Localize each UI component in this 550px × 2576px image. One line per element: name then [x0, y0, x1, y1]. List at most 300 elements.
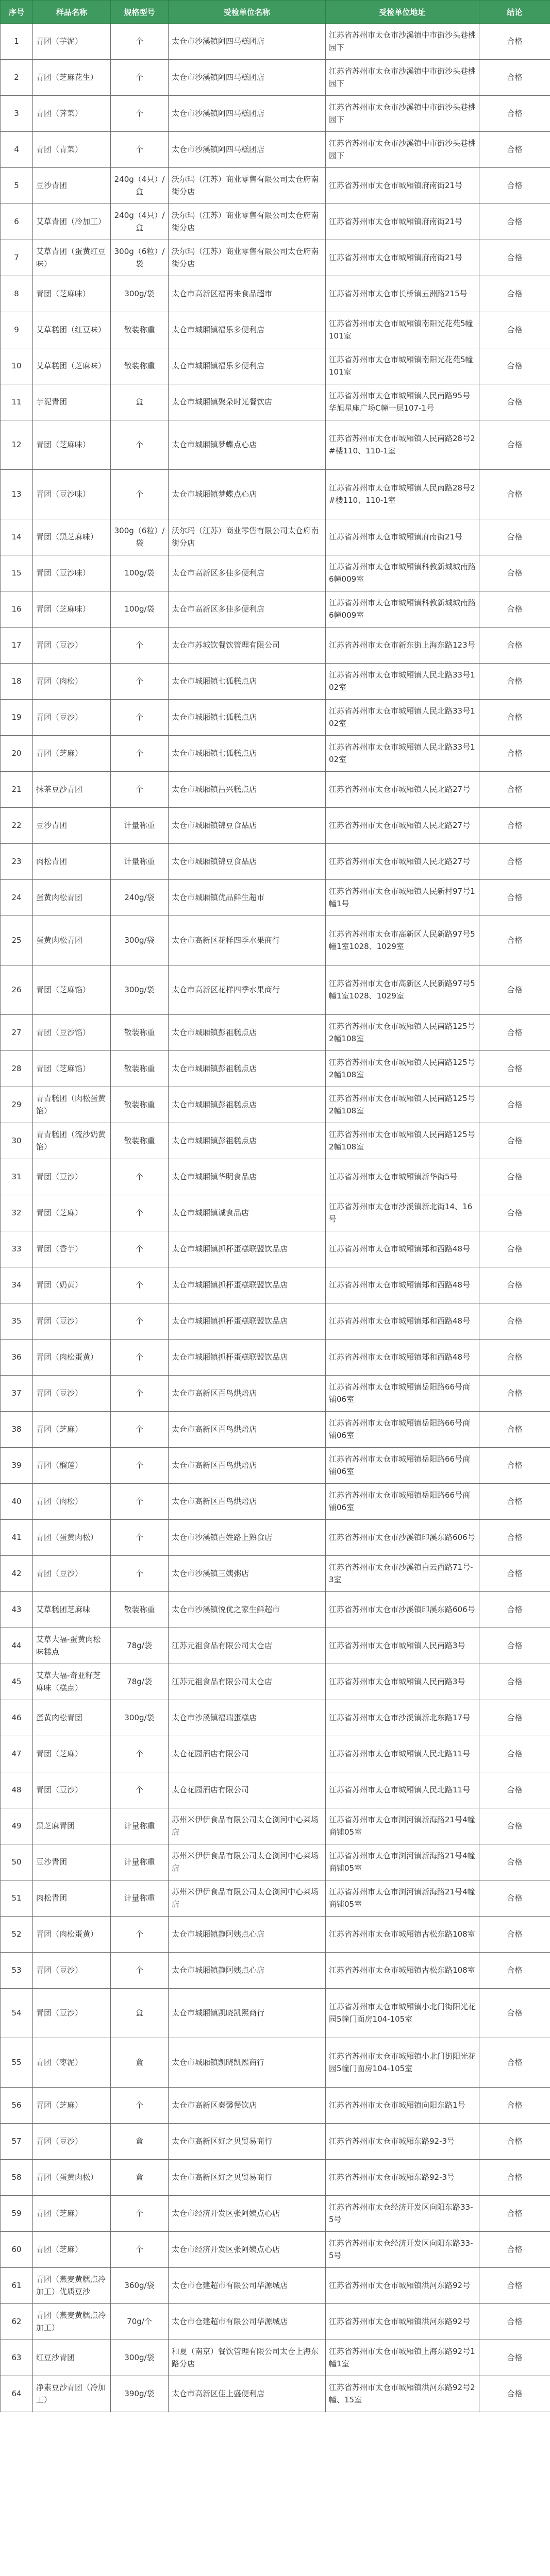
table-row [1, 420, 550, 470]
cell-spec: 300g（6粒）/袋 [111, 519, 169, 555]
cell-inspected-unit: 太仓市城厢镇华明食品店 [169, 1159, 326, 1195]
cell-index: 29 [1, 1087, 33, 1123]
table-row [1, 1664, 550, 1700]
cell-sample-name: 豆沙青团 [33, 1844, 111, 1880]
cell-index: 64 [1, 2376, 33, 2412]
cell-inspected-unit: 太仓市城厢镇优品鲜生超市 [169, 880, 326, 916]
cell-spec: 散装称重 [111, 1015, 169, 1051]
table-row [1, 965, 550, 1015]
cell-inspected-address: 江苏省苏州市太仓市城厢镇人民南路28号2#楼110、110-1室 [326, 470, 479, 519]
cell-inspected-unit: 太仓市高新区佳上盛便利店 [169, 2376, 326, 2412]
cell-spec: 240g（4只）/盒 [111, 168, 169, 204]
cell-index: 21 [1, 772, 33, 808]
header-inspected-address: 受检单位地址 [326, 1, 479, 24]
cell-conclusion: 合格 [479, 1087, 550, 1123]
cell-conclusion: 合格 [479, 880, 550, 916]
cell-index: 19 [1, 700, 33, 736]
cell-sample-name: 青团（豆沙） [33, 1556, 111, 1592]
cell-spec: 盒 [111, 2160, 169, 2196]
table-row [1, 1051, 550, 1087]
cell-spec: 个 [111, 1412, 169, 1448]
cell-index: 33 [1, 1231, 33, 1267]
cell-conclusion: 合格 [479, 168, 550, 204]
cell-inspected-address: 江苏省苏州市太仓市城厢镇岳阳路66号商铺06室 [326, 1484, 479, 1520]
cell-spec: 散装称重 [111, 1051, 169, 1087]
table-row [1, 2088, 550, 2124]
cell-inspected-unit: 和夏（南京）餐饮管理有限公司太仓上海东路分店 [169, 2340, 326, 2376]
table-row [1, 2268, 550, 2304]
table-row [1, 2304, 550, 2340]
table-row [1, 276, 550, 312]
cell-sample-name: 艾草糕团芝麻味 [33, 1592, 111, 1628]
cell-spec: 100g/袋 [111, 555, 169, 591]
table-row [1, 1448, 550, 1484]
cell-sample-name: 青团（芝麻） [33, 2196, 111, 2232]
cell-index: 22 [1, 808, 33, 844]
cell-conclusion: 合格 [479, 1123, 550, 1159]
cell-spec: 计量称重 [111, 1808, 169, 1844]
cell-spec: 个 [111, 1953, 169, 1989]
table-row [1, 96, 550, 132]
table-row [1, 1195, 550, 1231]
cell-conclusion: 合格 [479, 312, 550, 348]
cell-conclusion: 合格 [479, 2232, 550, 2268]
cell-sample-name: 青团（芝麻花生） [33, 60, 111, 96]
table-row [1, 2340, 550, 2376]
table-row [1, 2038, 550, 2088]
cell-conclusion: 合格 [479, 1844, 550, 1880]
cell-sample-name: 青团（豆沙） [33, 1989, 111, 2038]
cell-conclusion: 合格 [479, 1917, 550, 1953]
cell-index: 59 [1, 2196, 33, 2232]
cell-inspected-address: 江苏省苏州市太仓市沙溪镇白云西路71号-3室 [326, 1556, 479, 1592]
cell-sample-name: 青团（肉松蛋黄） [33, 1340, 111, 1376]
cell-inspected-address: 江苏省苏州市太仓市城厢镇小北门街阳光花园5幢门面房104-105室 [326, 1989, 479, 2038]
table-row [1, 844, 550, 880]
table-row [1, 1700, 550, 1736]
cell-spec: 计量称重 [111, 844, 169, 880]
cell-inspected-unit: 太仓市高新区福再来食品超市 [169, 276, 326, 312]
table-row [1, 240, 550, 276]
cell-index: 24 [1, 880, 33, 916]
cell-inspected-unit: 太仓市沙溪镇阿四马糕团店 [169, 132, 326, 168]
cell-sample-name: 青团（豆沙味） [33, 470, 111, 519]
cell-conclusion: 合格 [479, 2376, 550, 2412]
cell-inspected-unit: 太仓市城厢镇彭祖糕点店 [169, 1087, 326, 1123]
cell-sample-name: 青团（豆沙） [33, 700, 111, 736]
table-row [1, 700, 550, 736]
cell-conclusion: 合格 [479, 2268, 550, 2304]
table-row [1, 2124, 550, 2160]
cell-inspected-address: 江苏省苏州市太仓市城厢镇府南街21号 [326, 204, 479, 240]
cell-inspected-address: 江苏省苏州市太仓市城厢镇人民南路125号2幢108室 [326, 1015, 479, 1051]
cell-index: 36 [1, 1340, 33, 1376]
cell-sample-name: 艾草大福-蛋黄肉松味糕点 [33, 1628, 111, 1664]
cell-inspected-unit: 太仓市沙溪镇阿四马糕团店 [169, 60, 326, 96]
cell-inspected-unit: 太仓市城厢镇彭祖糕点店 [169, 1051, 326, 1087]
cell-conclusion: 合格 [479, 2088, 550, 2124]
cell-inspected-address: 江苏省苏州市太仓市城厢镇科教新城城南路6幢009室 [326, 591, 479, 628]
table-row [1, 1340, 550, 1376]
cell-inspected-address: 江苏省苏州市太仓市沙溪镇印溪东路606号 [326, 1592, 479, 1628]
cell-inspected-address: 江苏省苏州市太仓市城厢镇南阳光花苑5幢101室 [326, 348, 479, 384]
cell-spec: 个 [111, 1484, 169, 1520]
cell-inspected-address: 江苏省苏州市太仓市城厢镇府南街21号 [326, 519, 479, 555]
cell-inspected-address: 江苏省苏州市太仓市沙溪镇中市街沙头巷桃园下 [326, 132, 479, 168]
cell-index: 15 [1, 555, 33, 591]
cell-inspected-address: 江苏省苏州市太仓市城厢镇小北门街阳光花园5幢门面房104-105室 [326, 2038, 479, 2088]
cell-spec: 计量称重 [111, 808, 169, 844]
cell-conclusion: 合格 [479, 1267, 550, 1303]
cell-inspected-address: 江苏省苏州市太仓市城厢镇人民南路125号2幢108室 [326, 1051, 479, 1087]
cell-inspected-unit: 太仓市高新区好之贝贸易商行 [169, 2124, 326, 2160]
cell-conclusion: 合格 [479, 2038, 550, 2088]
cell-inspected-address: 江苏省苏州市太仓市城厢镇郑和西路48号 [326, 1267, 479, 1303]
cell-conclusion: 合格 [479, 844, 550, 880]
cell-index: 56 [1, 2088, 33, 2124]
cell-spec: 个 [111, 1159, 169, 1195]
cell-inspected-address: 江苏省苏州市太仓经济开发区向阳东路33-5号 [326, 2196, 479, 2232]
cell-sample-name: 青团（豆沙） [33, 1159, 111, 1195]
cell-index: 31 [1, 1159, 33, 1195]
cell-inspected-unit: 太仓市城厢镇抓杯蛋糕联盟饮品店 [169, 1267, 326, 1303]
cell-conclusion: 合格 [479, 965, 550, 1015]
cell-spec: 个 [111, 1231, 169, 1267]
cell-conclusion: 合格 [479, 276, 550, 312]
cell-inspected-unit: 太仓市经济开发区张阿姨点心店 [169, 2196, 326, 2232]
cell-inspected-unit: 苏州米伊伊食品有限公司太仓浏河中心菜场店 [169, 1880, 326, 1917]
cell-conclusion: 合格 [479, 1051, 550, 1087]
table-row [1, 1087, 550, 1123]
cell-sample-name: 蛋黄肉松青团 [33, 880, 111, 916]
cell-inspected-address: 江苏省苏州市太仓市城厢镇南阳光花苑5幢101室 [326, 312, 479, 348]
cell-sample-name: 艾草青团（蛋黄红豆味） [33, 240, 111, 276]
cell-conclusion: 合格 [479, 591, 550, 628]
cell-index: 45 [1, 1664, 33, 1700]
cell-spec: 个 [111, 2196, 169, 2232]
table-row [1, 1556, 550, 1592]
cell-index: 40 [1, 1484, 33, 1520]
cell-conclusion: 合格 [479, 1556, 550, 1592]
table-row [1, 1989, 550, 2038]
table-row [1, 1376, 550, 1412]
cell-index: 46 [1, 1700, 33, 1736]
cell-index: 38 [1, 1412, 33, 1448]
cell-spec: 240g/袋 [111, 880, 169, 916]
cell-sample-name: 青团（豆沙） [33, 1772, 111, 1808]
table-row [1, 1808, 550, 1844]
cell-sample-name: 青团（香芋） [33, 1231, 111, 1267]
cell-sample-name: 青团（豆沙） [33, 1953, 111, 1989]
cell-conclusion: 合格 [479, 1412, 550, 1448]
cell-spec: 360g/袋 [111, 2268, 169, 2304]
table-row [1, 204, 550, 240]
cell-inspected-address: 江苏省苏州市太仓市城厢镇岳阳路66号商铺06室 [326, 1376, 479, 1412]
table-row [1, 880, 550, 916]
cell-sample-name: 青团（芝麻馅） [33, 1051, 111, 1087]
cell-sample-name: 青团（芝麻） [33, 2232, 111, 2268]
cell-inspected-address: 江苏省苏州市太仓市城厢镇人民北路27号 [326, 844, 479, 880]
cell-inspected-address: 江苏省苏州市太仓市新东街上海东路123号 [326, 628, 479, 664]
table-row [1, 348, 550, 384]
cell-index: 9 [1, 312, 33, 348]
cell-conclusion: 合格 [479, 519, 550, 555]
cell-inspected-address: 江苏省苏州市太仓市沙溪镇中市街沙头巷桃园下 [326, 24, 479, 60]
cell-inspected-unit: 太仓市高新区多佳多便利店 [169, 591, 326, 628]
table-row [1, 1015, 550, 1051]
cell-index: 60 [1, 2232, 33, 2268]
table-row [1, 1628, 550, 1664]
cell-inspected-unit: 太仓市仓建超市有限公司华源城店 [169, 2304, 326, 2340]
cell-conclusion: 合格 [479, 1592, 550, 1628]
cell-inspected-address: 江苏省苏州市太仓市城厢镇人民北路11号 [326, 1736, 479, 1772]
cell-spec: 盒 [111, 2038, 169, 2088]
cell-inspected-unit: 太仓花园酒店有限公司 [169, 1736, 326, 1772]
cell-inspected-unit: 太仓市沙溪镇悦优之家生鲜超市 [169, 1592, 326, 1628]
cell-sample-name: 青团（蛋黄肉松） [33, 2160, 111, 2196]
cell-sample-name: 豆沙青团 [33, 168, 111, 204]
cell-index: 26 [1, 965, 33, 1015]
cell-inspected-unit: 沃尔玛（江苏）商业零售有限公司太仓府南街分店 [169, 240, 326, 276]
cell-index: 57 [1, 2124, 33, 2160]
table-row [1, 1484, 550, 1520]
cell-sample-name: 青团（荠菜） [33, 96, 111, 132]
table-row [1, 591, 550, 628]
table-row [1, 1592, 550, 1628]
cell-conclusion: 合格 [479, 470, 550, 519]
cell-index: 54 [1, 1989, 33, 2038]
cell-spec: 计量称重 [111, 1880, 169, 1917]
cell-inspected-address: 江苏省苏州市太仓市高新区人民新路97号5幢1室1028、1029室 [326, 916, 479, 965]
cell-inspected-address: 江苏省苏州市太仓市城厢镇人民新村97号1幢1号 [326, 880, 479, 916]
cell-spec: 70g/个 [111, 2304, 169, 2340]
cell-index: 48 [1, 1772, 33, 1808]
cell-spec: 300g/袋 [111, 276, 169, 312]
cell-sample-name: 肉松青团 [33, 844, 111, 880]
cell-spec: 个 [111, 1772, 169, 1808]
cell-inspected-unit: 太仓市城厢镇福乐多便利店 [169, 348, 326, 384]
cell-inspected-address: 江苏省苏州市太仓市城厢镇府南街21号 [326, 240, 479, 276]
table-row [1, 772, 550, 808]
cell-inspected-address: 江苏省苏州市太仓市城厢东路92-3号 [326, 2124, 479, 2160]
cell-inspected-address: 江苏省苏州市太仓市沙溪镇新北街14、16号 [326, 1195, 479, 1231]
cell-inspected-unit: 太仓市沙溪镇阿四马糕团店 [169, 24, 326, 60]
cell-inspected-unit: 太仓市沙溪镇阿四马糕团店 [169, 96, 326, 132]
cell-conclusion: 合格 [479, 664, 550, 700]
table-row [1, 312, 550, 348]
table-row [1, 1123, 550, 1159]
table-row [1, 1231, 550, 1267]
cell-spec: 个 [111, 2232, 169, 2268]
cell-inspected-unit: 沃尔玛（江苏）商业零售有限公司太仓府南街分店 [169, 168, 326, 204]
cell-inspected-address: 江苏省苏州市太仓市城厢镇府南街21号 [326, 168, 479, 204]
table-row [1, 1159, 550, 1195]
cell-index: 53 [1, 1953, 33, 1989]
cell-sample-name: 青团（豆沙） [33, 1376, 111, 1412]
cell-spec: 个 [111, 1303, 169, 1340]
cell-sample-name: 青团（芝麻） [33, 736, 111, 772]
cell-spec: 个 [111, 1448, 169, 1484]
cell-inspected-address: 江苏省苏州市太仓市城厢镇人民北路27号 [326, 808, 479, 844]
cell-conclusion: 合格 [479, 628, 550, 664]
cell-index: 17 [1, 628, 33, 664]
cell-index: 4 [1, 132, 33, 168]
cell-inspected-unit: 太仓市城厢镇梦蝶点心店 [169, 420, 326, 470]
header-inspected-unit: 受检单位名称 [169, 1, 326, 24]
table-row [1, 808, 550, 844]
cell-index: 3 [1, 96, 33, 132]
header-spec: 规格型号 [111, 1, 169, 24]
cell-sample-name: 青团（芝麻） [33, 1195, 111, 1231]
cell-inspected-unit: 太仓市仓建超市有限公司华源城店 [169, 2268, 326, 2304]
cell-inspected-address: 江苏省苏州市太仓市浏河镇新海路21号4幢商铺05室 [326, 1880, 479, 1917]
cell-conclusion: 合格 [479, 132, 550, 168]
cell-sample-name: 青青糕团（流沙奶黄馅） [33, 1123, 111, 1159]
cell-inspected-address: 江苏省苏州市太仓市城厢镇岳阳路66号商铺06室 [326, 1412, 479, 1448]
cell-conclusion: 合格 [479, 2196, 550, 2232]
cell-index: 5 [1, 168, 33, 204]
cell-spec: 个 [111, 96, 169, 132]
cell-conclusion: 合格 [479, 1015, 550, 1051]
cell-inspected-unit: 太仓市城厢镇七狐糕点店 [169, 736, 326, 772]
table-row [1, 1267, 550, 1303]
cell-conclusion: 合格 [479, 348, 550, 384]
cell-conclusion: 合格 [479, 1880, 550, 1917]
cell-spec: 个 [111, 736, 169, 772]
cell-inspected-address: 江苏省苏州市太仓市城厢镇人民南路3号 [326, 1628, 479, 1664]
cell-conclusion: 合格 [479, 24, 550, 60]
cell-sample-name: 蛋黄肉松青团 [33, 916, 111, 965]
cell-inspected-address: 江苏省苏州市太仓市城厢镇人民南路28号2#楼110、110-1室 [326, 420, 479, 470]
cell-conclusion: 合格 [479, 736, 550, 772]
cell-spec: 个 [111, 1556, 169, 1592]
cell-index: 55 [1, 2038, 33, 2088]
cell-spec: 个 [111, 700, 169, 736]
cell-inspected-unit: 太仓市城厢镇静阿姨点心店 [169, 1917, 326, 1953]
cell-spec: 散装称重 [111, 348, 169, 384]
cell-spec: 盒 [111, 2124, 169, 2160]
cell-inspected-unit: 太仓市城厢镇聚朵时光餐饮店 [169, 384, 326, 420]
cell-conclusion: 合格 [479, 916, 550, 965]
cell-conclusion: 合格 [479, 1808, 550, 1844]
cell-index: 27 [1, 1015, 33, 1051]
cell-inspected-unit: 太仓市城厢镇静阿姨点心店 [169, 1953, 326, 1989]
cell-inspected-unit: 太仓市高新区百鸟烘焙店 [169, 1376, 326, 1412]
cell-sample-name: 青团（豆沙） [33, 1303, 111, 1340]
cell-inspected-address: 江苏省苏州市太仓市沙溪镇印溪东路606号 [326, 1520, 479, 1556]
cell-inspected-address: 江苏省苏州市太仓市城厢镇郑和西路48号 [326, 1303, 479, 1340]
cell-conclusion: 合格 [479, 1303, 550, 1340]
cell-spec: 300g（6粒）/袋 [111, 240, 169, 276]
cell-spec: 300g/袋 [111, 1700, 169, 1736]
cell-inspected-address: 江苏省苏州市太仓市城厢镇人民南路125号2幢108室 [326, 1123, 479, 1159]
cell-index: 16 [1, 591, 33, 628]
cell-inspected-address: 江苏省苏州市太仓市城厢镇郑和西路48号 [326, 1231, 479, 1267]
cell-sample-name: 艾草糕团（红豆味） [33, 312, 111, 348]
table-row [1, 2160, 550, 2196]
cell-spec: 个 [111, 1340, 169, 1376]
cell-sample-name: 青团（芝麻味） [33, 420, 111, 470]
cell-index: 37 [1, 1376, 33, 1412]
cell-spec: 散装称重 [111, 1123, 169, 1159]
cell-sample-name: 艾草大福-奇亚籽芝麻味（糕点） [33, 1664, 111, 1700]
cell-inspected-unit: 太仓市城厢镇彭祖糕点店 [169, 1015, 326, 1051]
cell-spec: 个 [111, 24, 169, 60]
cell-conclusion: 合格 [479, 1700, 550, 1736]
cell-index: 14 [1, 519, 33, 555]
cell-inspected-address: 江苏省苏州市太仓市城厢镇岳阳路66号商铺06室 [326, 1448, 479, 1484]
cell-inspected-address: 江苏省苏州市太仓市城厢镇人民南路95号华旭星座广场C幢一层107-1号 [326, 384, 479, 420]
cell-inspected-address: 江苏省苏州市太仓市城厢镇科教新城城南路6幢009室 [326, 555, 479, 591]
cell-index: 32 [1, 1195, 33, 1231]
cell-sample-name: 抹茶豆沙青团 [33, 772, 111, 808]
cell-spec: 100g/袋 [111, 591, 169, 628]
cell-conclusion: 合格 [479, 60, 550, 96]
cell-inspected-address: 江苏省苏州市太仓市城厢镇人民南路3号 [326, 1664, 479, 1700]
cell-sample-name: 青团（芝麻） [33, 1736, 111, 1772]
cell-inspected-unit: 太仓市高新区百鸟烘焙店 [169, 1448, 326, 1484]
cell-inspected-address: 江苏省苏州市太仓市城厢镇古松东路108室 [326, 1917, 479, 1953]
cell-spec: 个 [111, 664, 169, 700]
table-row [1, 555, 550, 591]
cell-inspected-unit: 太仓市城厢镇锦豆食品店 [169, 844, 326, 880]
table-row [1, 24, 550, 60]
cell-spec: 300g/袋 [111, 916, 169, 965]
cell-conclusion: 合格 [479, 1736, 550, 1772]
cell-sample-name: 青团（豆沙） [33, 628, 111, 664]
header-row [1, 1, 550, 24]
cell-inspected-unit: 太仓市城厢镇七狐糕点店 [169, 664, 326, 700]
table-row [1, 1772, 550, 1808]
cell-index: 58 [1, 2160, 33, 2196]
cell-sample-name: 青团（肉松） [33, 664, 111, 700]
cell-sample-name: 青团（肉松蛋黄） [33, 1917, 111, 1953]
cell-sample-name: 青团（豆沙味） [33, 555, 111, 591]
cell-spec: 240g（4只）/盒 [111, 204, 169, 240]
cell-index: 23 [1, 844, 33, 880]
cell-conclusion: 合格 [479, 1989, 550, 2038]
cell-inspected-unit: 太仓市高新区百鸟烘焙店 [169, 1484, 326, 1520]
cell-spec: 个 [111, 60, 169, 96]
cell-conclusion: 合格 [479, 1376, 550, 1412]
table-row [1, 1520, 550, 1556]
cell-conclusion: 合格 [479, 2124, 550, 2160]
cell-spec: 390g/袋 [111, 2376, 169, 2412]
cell-conclusion: 合格 [479, 1953, 550, 1989]
cell-conclusion: 合格 [479, 1772, 550, 1808]
cell-inspected-unit: 太仓市高新区好之贝贸易商行 [169, 2160, 326, 2196]
cell-inspected-address: 江苏省苏州市太仓市城厢镇郑和西路48号 [326, 1340, 479, 1376]
cell-inspected-unit: 太仓市高新区秦馨餐饮店 [169, 2088, 326, 2124]
cell-inspected-address: 江苏省苏州市太仓市沙溪镇中市街沙头巷桃园下 [326, 60, 479, 96]
cell-sample-name: 青团（燕麦黄糯点冷加工） [33, 2304, 111, 2340]
cell-sample-name: 豆沙青团 [33, 808, 111, 844]
cell-index: 20 [1, 736, 33, 772]
cell-index: 61 [1, 2268, 33, 2304]
cell-inspected-address: 江苏省苏州市太仓市城厢镇人民北路33号102室 [326, 736, 479, 772]
cell-sample-name: 芋泥青团 [33, 384, 111, 420]
cell-conclusion: 合格 [479, 2304, 550, 2340]
cell-index: 1 [1, 24, 33, 60]
cell-inspected-address: 江苏省苏州市太仓市高新区人民新路97号5幢1室1028、1029室 [326, 965, 479, 1015]
cell-inspected-unit: 太仓市城厢镇七狐糕点店 [169, 700, 326, 736]
table-row [1, 1303, 550, 1340]
cell-spec: 个 [111, 132, 169, 168]
cell-index: 11 [1, 384, 33, 420]
cell-conclusion: 合格 [479, 1340, 550, 1376]
cell-conclusion: 合格 [479, 1520, 550, 1556]
cell-inspected-unit: 太仓市城厢镇抓杯蛋糕联盟饮品店 [169, 1340, 326, 1376]
